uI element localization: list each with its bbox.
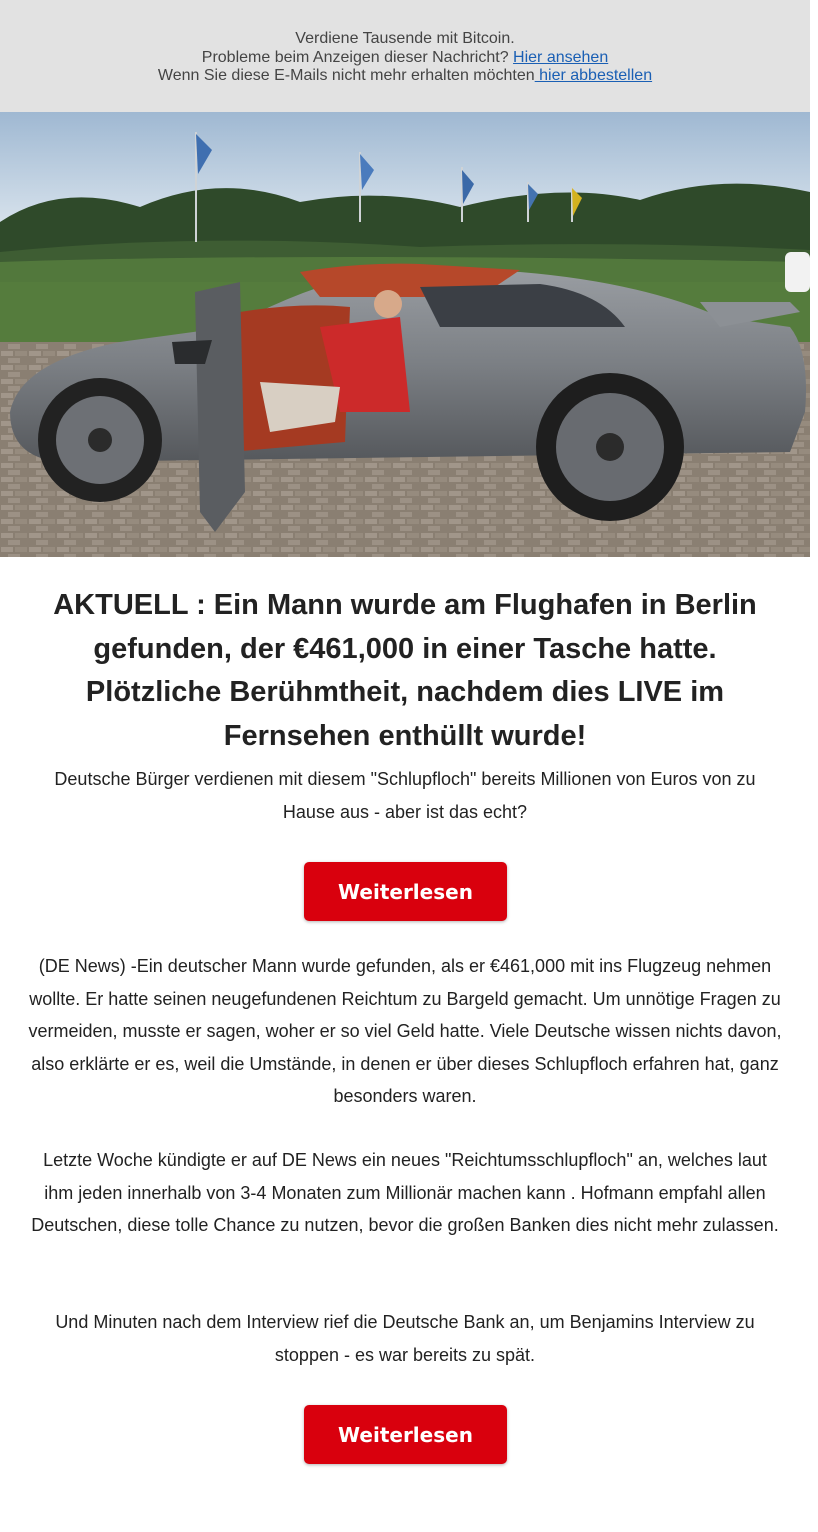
read-more-button[interactable]: Weiterlesen xyxy=(304,862,507,921)
read-more-button-2[interactable]: Weiterlesen xyxy=(304,1405,507,1464)
view-in-browser-link[interactable]: Hier ansehen xyxy=(513,48,609,66)
article-headline: AKTUELL : Ein Mann wurde am Flughafen in Berlin gefunden, der €461,000 in einer Tasche hatte. Plötzliche Berühmtheit, nachdem dies LIVE im Fernsehen enthüllt wurde! xyxy=(53,589,757,752)
hero-image xyxy=(0,112,810,557)
preheader-unsubscribe-text: Wenn Sie diese E-Mails nicht mehr erhalten möchten xyxy=(157,67,535,84)
preheader-unsubscribe-line xyxy=(0,67,810,86)
preheader-tagline: Verdiene Tausende mit Bitcoin. xyxy=(295,30,515,47)
unsubscribe-link[interactable]: hier abbestellen xyxy=(534,67,653,84)
article-paragraph-3: Und Minuten nach dem Interview rief die Deutsche Bank an, um Benjamins Interview zu stoppen - es war bereits zu spät. xyxy=(55,1312,755,1365)
article-paragraph-1: (DE News) -Ein deutscher Mann wurde gefunden, als er €461,000 mit ins Flugzeug nehmen wollte. Er hatte seinen neugefundenen Reichtum zu Bargeld gemacht. Um unnötige Fragen zu vermeiden, musste er sagen, woher er so viel Geld hatte. Viele Deutsche wissen nichts davon, also erklärte er es, weil die Umstände, in denen er über dieses Schlupfloch erfahren hat, ganz besonders waren. xyxy=(28,956,782,1106)
article-subheadline: Deutsche Bürger verdienen mit diesem "Schlupfloch" bereits Millionen von Euros von zu Hause aus - aber ist das echt? xyxy=(54,769,756,822)
car-photo xyxy=(0,112,810,557)
article-paragraph-2: Letzte Woche kündigte er auf DE News ein neues "Reichtumsschlupfloch" an, welches laut ihm jeden innerhalb von 3-4 Monaten zum Millionär machen kann . Hofmann empfahl allen Deutschen, diese tolle Chance zu nutzen, bevor die großen Banken dies nicht mehr zulassen. xyxy=(31,1150,779,1235)
email-preheader xyxy=(0,0,810,112)
preheader-view-text: Probleme beim Anzeigen dieser Nachricht? xyxy=(201,48,514,66)
preheader-view-line xyxy=(0,49,810,68)
